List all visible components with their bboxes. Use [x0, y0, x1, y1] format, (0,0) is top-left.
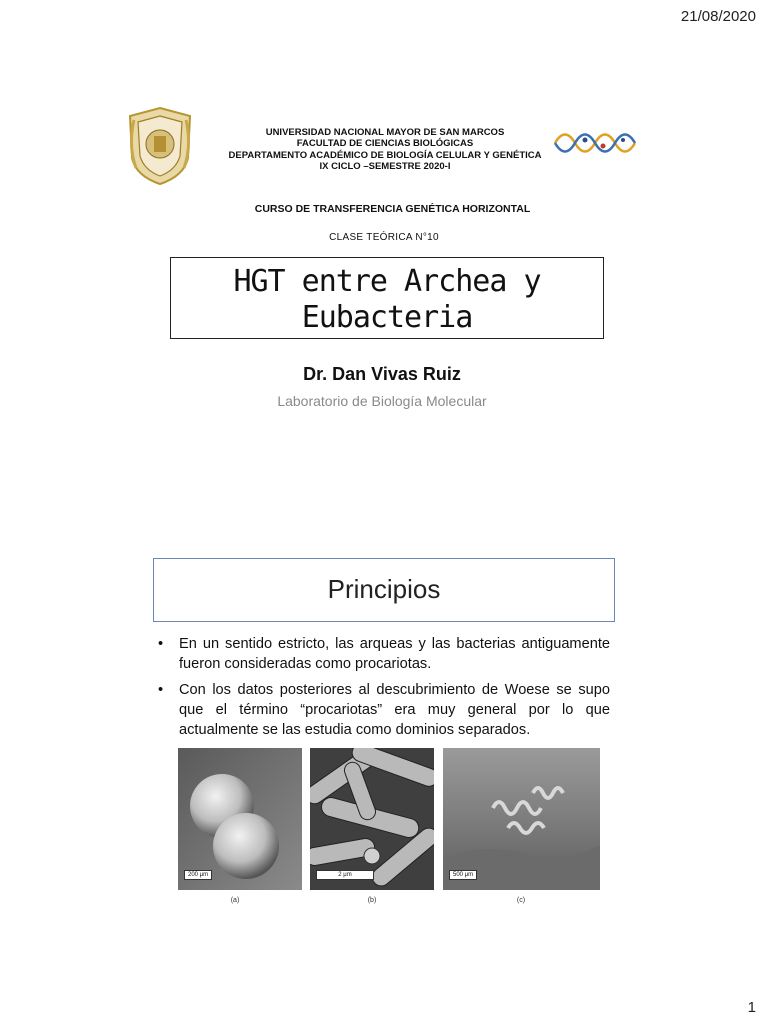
section-heading: Principios — [327, 574, 441, 604]
header-department: DEPARTAMENTO ACADÉMICO DE BIOLOGÍA CELULAR Y GENÉTICA — [228, 150, 542, 161]
lecture-number: CLASE TEÓRICA N°10 — [329, 232, 439, 243]
figure-caption-c: (c) — [516, 897, 526, 904]
author-name: Dr. Dan Vivas Ruiz — [303, 364, 461, 384]
page-number: 1 — [747, 999, 756, 1016]
section-heading-box — [153, 558, 615, 622]
bullet-list — [155, 634, 610, 746]
micrograph-bacilli — [310, 748, 434, 890]
header-cycle: IX CICLO –SEMESTRE 2020-I — [319, 161, 451, 172]
title-line-1: HGT entre Archea y — [233, 264, 541, 299]
header-faculty: FACULTAD DE CIENCIAS BIOLÓGICAS — [296, 138, 474, 149]
presentation-title — [171, 264, 603, 336]
title-line-2: Eubacteria — [301, 300, 473, 335]
bullet-item: • En un sentido estricto, las arqueas y las bacterias antiguamente fueron consideradas como procariotas. — [155, 634, 610, 674]
print-date: 21/08/2020 — [680, 8, 756, 25]
scale-bar: 2 μm — [316, 870, 374, 880]
university-seal-logo — [126, 106, 194, 186]
scale-bar: 200 μm — [184, 870, 212, 880]
header-university: UNIVERSIDAD NACIONAL MAYOR DE SAN MARCOS — [265, 127, 505, 138]
laboratory-name: Laboratorio de Biología Molecular — [277, 393, 487, 409]
scale-bar: 500 μm — [449, 870, 477, 880]
figure-caption-a: (a) — [230, 897, 240, 904]
micrograph-cocci — [178, 748, 302, 890]
title-box — [170, 257, 604, 339]
micrograph-spirilla — [443, 748, 600, 890]
figure-caption-b: (b) — [367, 897, 377, 904]
dna-helix-logo — [553, 122, 637, 164]
course-name: CURSO DE TRANSFERENCIA GENÉTICA HORIZONTAL — [254, 203, 531, 215]
bullet-item: • Con los datos posteriores al descubrimiento de Woese se supo que el término “procariotas” era muy general por lo que actualmente se las estudia como dominios separados. — [155, 680, 610, 740]
